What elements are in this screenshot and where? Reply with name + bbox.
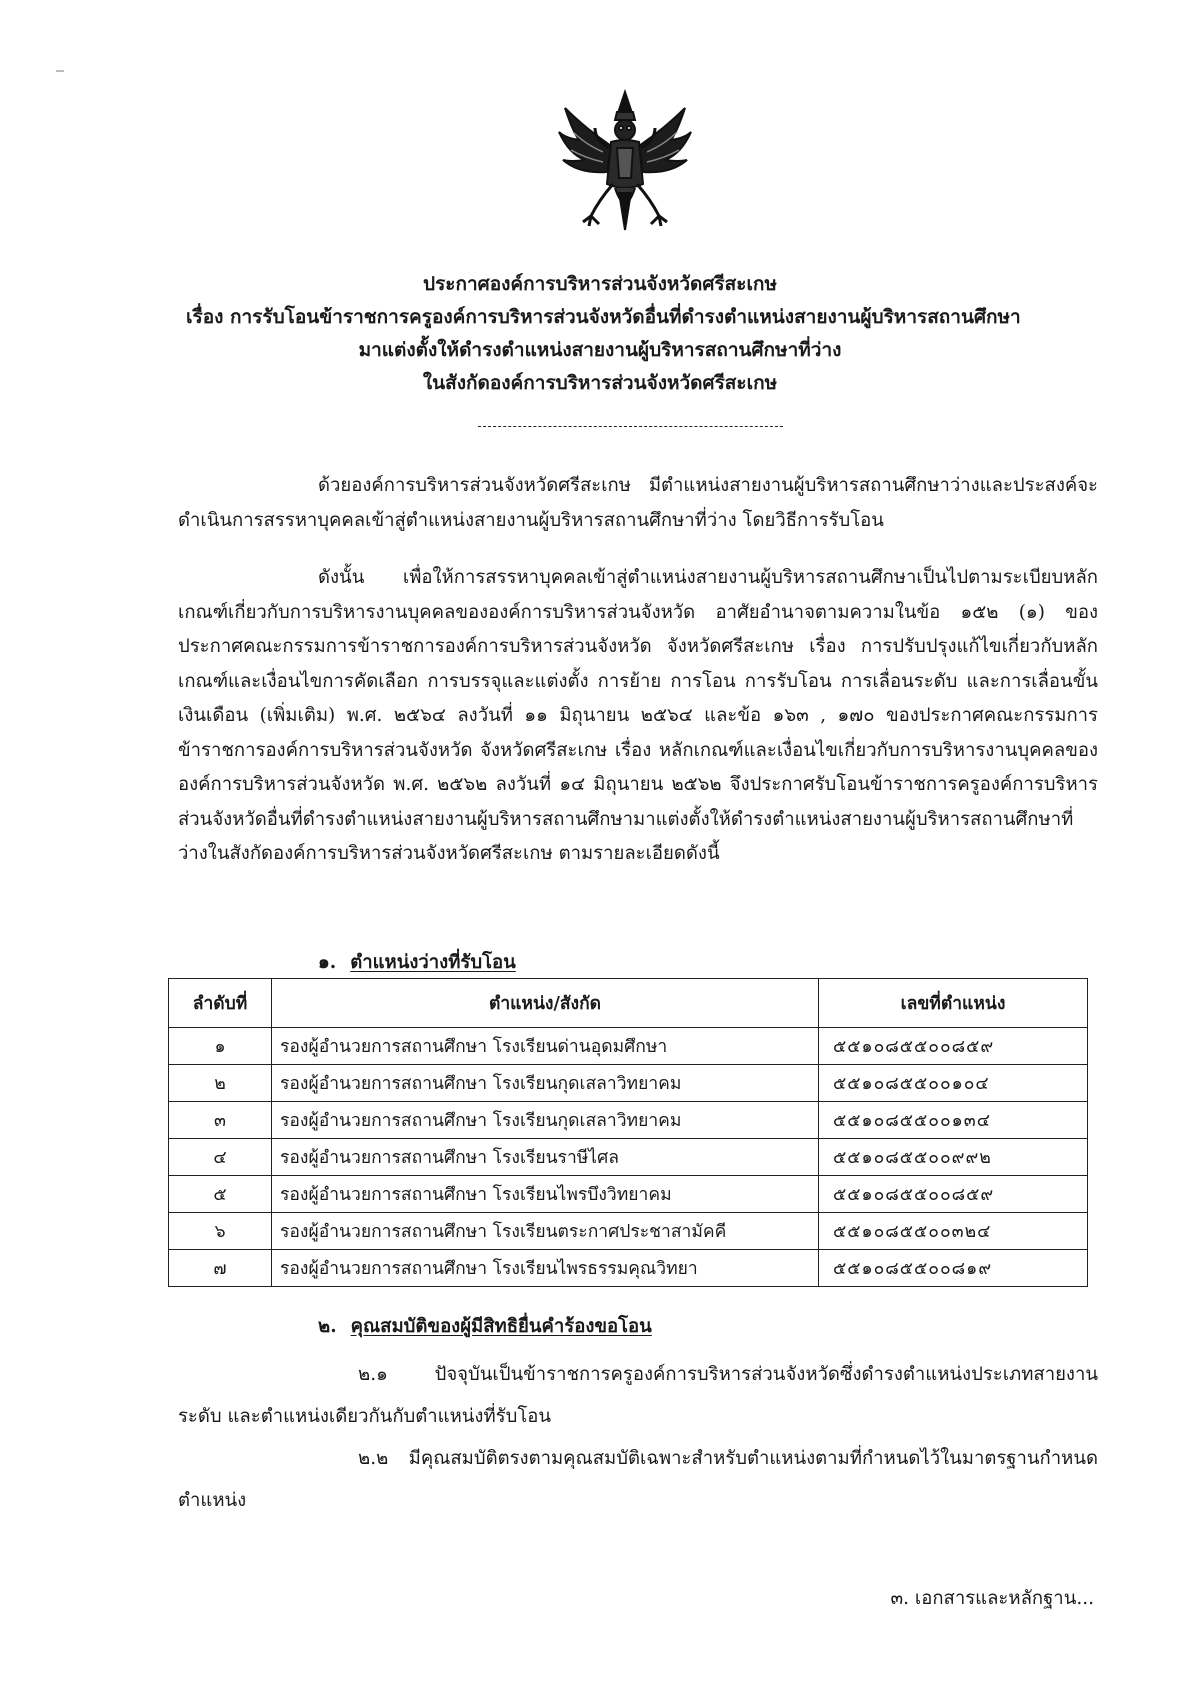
row-position: รองผู้อำนวยการสถานศึกษา โรงเรียนกุดเสลาวิทยาคม (272, 1065, 819, 1102)
table-row (169, 1028, 1088, 1065)
section-2-heading (318, 1312, 652, 1341)
row-position: รองผู้อำนวยการสถานศึกษา โรงเรียนกุดเสลาวิทยาคม (272, 1102, 819, 1139)
intro-paragraph: ด้วยองค์การบริหารส่วนจังหวัดศรีสะเกษ มีตำแหน่งสายงานผู้บริหารสถานศึกษาว่างและประสงค์จะดำเนินการสรรหาบุคคลเข้าสู่ตำแหน่งสายงานผู้บริหารสถานศึกษาที่ว่าง โดยวิธีการรับโอน (178, 475, 1098, 531)
row-position-number: ๕๕๑๐๘๕๕๐๐๙๙๒ (819, 1139, 1088, 1176)
table-row (169, 1065, 1088, 1102)
table-row (169, 1176, 1088, 1213)
row-position-number: ๕๕๑๐๘๕๕๐๐๓๒๔ (819, 1213, 1088, 1250)
row-position-number: ๕๕๑๐๘๕๕๐๐๘๑๙ (819, 1250, 1088, 1287)
table-row (169, 1213, 1088, 1250)
section-1-title: ตำแหน่งว่างที่รับโอน (350, 952, 516, 973)
row-order: ๒ (169, 1065, 272, 1102)
row-order: ๑ (169, 1028, 272, 1065)
row-position: รองผู้อำนวยการสถานศึกษา โรงเรียนตระกาศประชาสามัคคี (272, 1213, 819, 1250)
title-subject-cont: มาแต่งตั้งให้ดำรงตำแหน่งสายงานผู้บริหารสถานศึกษาที่ว่าง (358, 339, 842, 361)
section-1-number: ๑. (318, 952, 337, 973)
col-header-order: ลำดับที่ (169, 979, 272, 1028)
row-position-number: ๕๕๑๐๘๕๕๐๐๑๓๔ (819, 1102, 1088, 1139)
scan-speck (56, 70, 64, 72)
row-order: ๖ (169, 1213, 272, 1250)
title-issuer: ประกาศองค์การบริหารส่วนจังหวัดศรีสะเกษ (423, 273, 777, 295)
row-order: ๔ (169, 1139, 272, 1176)
announcement-title (150, 268, 1050, 400)
col-header-position-number: เลขที่ตำแหน่ง (819, 979, 1088, 1028)
title-subject: เรื่อง การรับโอนข้าราชการครูองค์การบริหารส่วนจังหวัดอื่นที่ดำรงตำแหน่งสายงานผู้บริหารสถานศึกษา (186, 306, 1021, 328)
vacant-positions-table (168, 978, 1088, 1287)
row-position: รองผู้อำนวยการสถานศึกษา โรงเรียนด่านอุดมศึกษา (272, 1028, 819, 1065)
row-position: รองผู้อำนวยการสถานศึกษา โรงเรียนไพรธรรมคุณวิทยา (272, 1250, 819, 1287)
section-2-number: ๒. (318, 1316, 337, 1337)
qualification-item-1: ๒.๑ ปัจจุบันเป็นข้าราชการครูองค์การบริหารส่วนจังหวัดซึ่งดำรงตำแหน่งประเภทสายงาน ระดับ และตำแหน่งเดียวกันกับตำแหน่งที่รับโอน (178, 1364, 1098, 1427)
row-order: ๓ (169, 1102, 272, 1139)
section-1-heading (318, 948, 516, 977)
col-header-position: ตำแหน่ง/สังกัด (272, 979, 819, 1028)
title-divider (478, 426, 783, 427)
table-header-row (169, 979, 1088, 1028)
table-row (169, 1139, 1088, 1176)
row-position-number: ๕๕๑๐๘๕๕๐๐๑๐๔ (819, 1065, 1088, 1102)
garuda-emblem-icon (555, 88, 695, 238)
row-position-number: ๕๕๑๐๘๕๕๐๐๘๕๙ (819, 1028, 1088, 1065)
row-position-number: ๕๕๑๐๘๕๕๐๐๘๕๙ (819, 1176, 1088, 1213)
section-2-title: คุณสมบัติของผู้มีสิทธิยื่นคำร้องขอโอน (350, 1316, 652, 1337)
continuation-note: ๓. เอกสารและหลักฐาน... (890, 1588, 1094, 1609)
table-row (169, 1250, 1088, 1287)
authority-paragraph: ดังนั้น เพื่อให้การสรรหาบุคคลเข้าสู่ตำแหน่งสายงานผู้บริหารสถานศึกษาเป็นไปตามระเบียบหลักเกณฑ์เกี่ยวกับการบริหารงานบุคคลขององค์การบริหารส่วนจังหวัด อาศัยอำนาจตามความในข้อ ๑๕๒ (๑) ของประกาศคณะกรรมการข้าราชการองค์การบริหารส่วนจังหวัด จังหวัดศรีสะเกษ เรื่อง การปรับปรุงแก้ไขเกี่ยวกับหลักเกณฑ์และเงื่อนไขการคัดเลือก การบรรจุและแต่งตั้ง การย้าย การโอน การรับโอน การเลื่อนระดับ และการเลื่อนขั้นเงินเดือน (เพิ่มเติม) พ.ศ. ๒๕๖๔ ลงวันที่ ๑๑ มิถุนายน ๒๕๖๔ และข้อ ๑๖๓ , ๑๗๐ ของประกาศคณะกรรมการข้าราชการองค์การบริหารส่วนจังหวัด จังหวัดศรีสะเกษ เรื่อง หลักเกณฑ์และเงื่อนไขเกี่ยวกับการบริหารงานบุคคลขององค์การบริหารส่วนจังหวัด พ.ศ. ๒๕๖๒ ลงวันที่ ๑๔ มิถุนายน ๒๕๖๒ จึงประกาศรับโอนข้าราชการครูองค์การบริหารส่วนจังหวัดอื่นที่ดำรงตำแหน่งสายงานผู้บริหารสถานศึกษามาแต่งตั้งให้ดำรงตำแหน่งสายงานผู้บริหารสถานศึกษาที่ว่างในสังกัดองค์การบริหารส่วนจังหวัดศรีสะเกษ ตามรายละเอียดดังนี้ (178, 567, 1098, 864)
qualification-item-2: ๒.๒ มีคุณสมบัติตรงตามคุณสมบัติเฉพาะสำหรับตำแหน่งตามที่กำหนดไว้ในมาตรฐานกำหนดตำแหน่ง (178, 1448, 1098, 1511)
table-row (169, 1102, 1088, 1139)
row-position: รองผู้อำนวยการสถานศึกษา โรงเรียนไพรบึงวิทยาคม (272, 1176, 819, 1213)
row-position: รองผู้อำนวยการสถานศึกษา โรงเรียนราษีไศล (272, 1139, 819, 1176)
row-order: ๗ (169, 1250, 272, 1287)
row-order: ๕ (169, 1176, 272, 1213)
title-affiliation: ในสังกัดองค์การบริหารส่วนจังหวัดศรีสะเกษ (422, 372, 778, 394)
